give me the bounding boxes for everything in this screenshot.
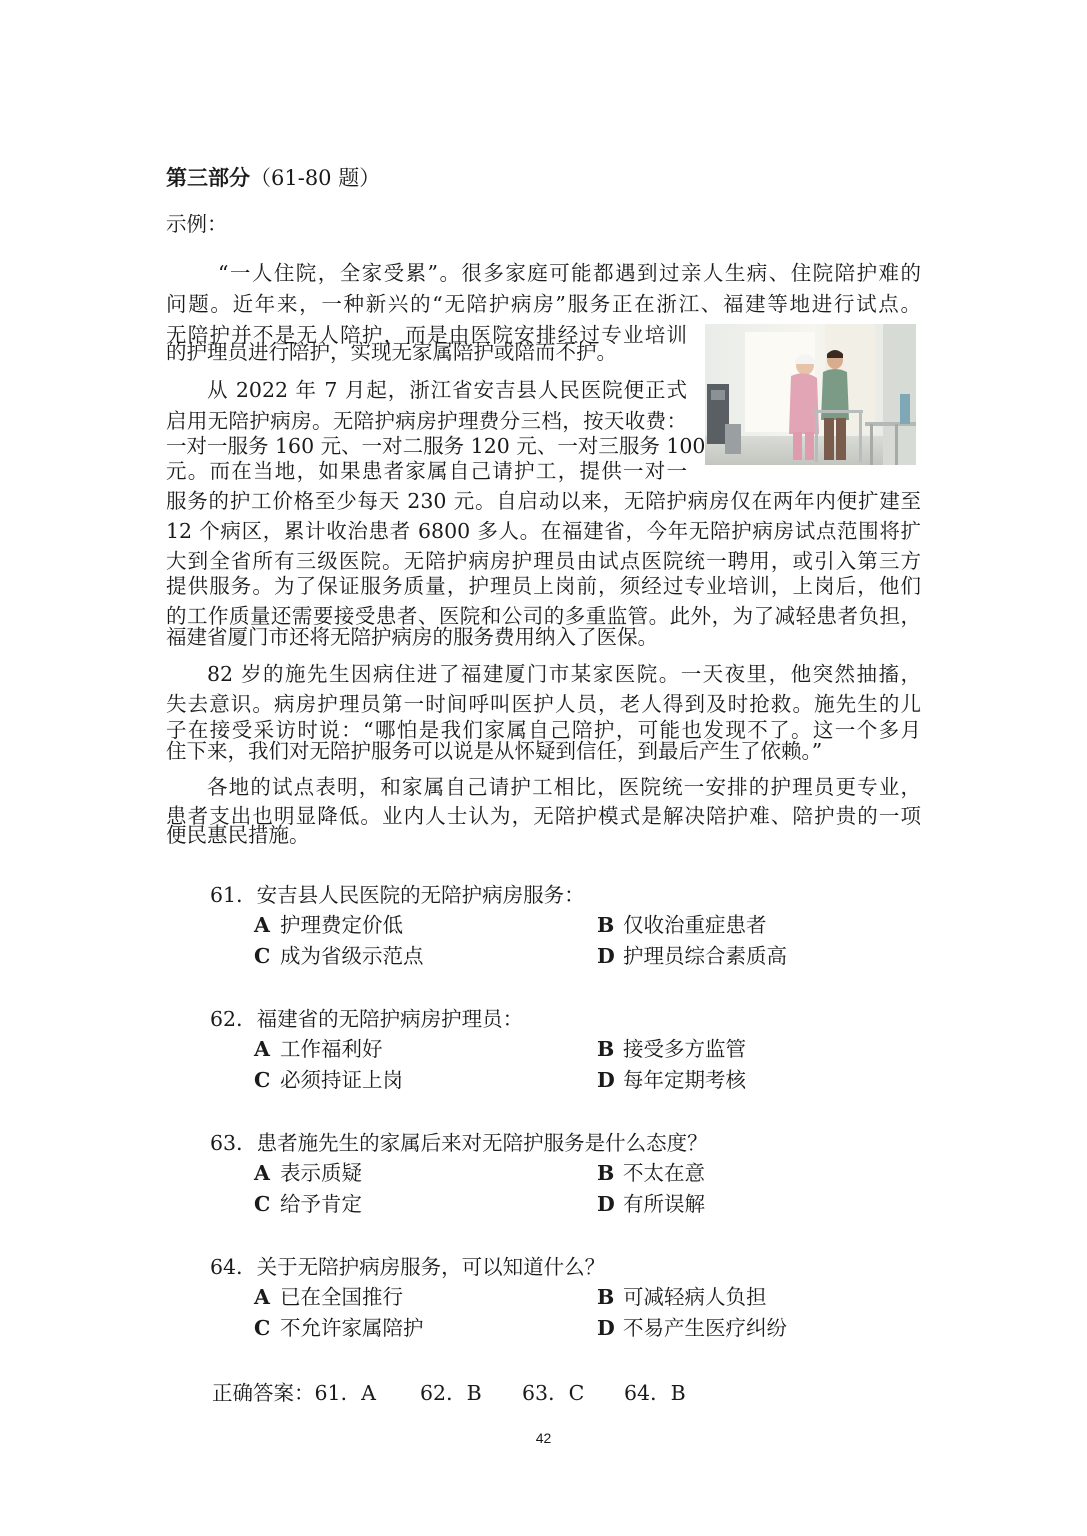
option-text: 不易产生医疗纠纷	[623, 1316, 787, 1340]
option-text: 有所误解	[623, 1192, 705, 1216]
section-heading	[166, 167, 380, 189]
option-text: 护理费定价低	[280, 913, 403, 937]
option-key: D	[597, 1316, 615, 1340]
option-text: 工作福利好	[280, 1037, 383, 1061]
answer-item: 64．B	[624, 1381, 686, 1405]
passage-line: 问题。近年来，一种新兴的“无陪护病房”服务正在浙江、福建等地进行试点。	[166, 292, 921, 316]
option-key: B	[597, 1161, 615, 1185]
option-text: 不允许家属陪护	[280, 1316, 424, 1340]
passage-line: “一人住院，全家受累”。很多家庭可能都遇到过亲人生病、住院陪护难的	[218, 261, 921, 285]
option-key: A	[254, 1285, 270, 1309]
option-b	[597, 915, 767, 936]
passage-line: 82 岁的施先生因病住进了福建厦门市某家医院。一天夜里，他突然抽搐，	[207, 662, 921, 686]
passage-line: 大到全省所有三级医院。无陪护病房护理员由试点医院统一聘用，或引入第三方	[166, 549, 921, 573]
section-title: 第三部分	[166, 165, 250, 190]
answer-item: 61．A	[314, 1381, 376, 1405]
option-text: 不太在意	[623, 1161, 705, 1185]
option-a	[254, 1039, 383, 1060]
passage-line: 患者支出也明显降低。业内人士认为，无陪护模式是解决陪护难、陪护贵的一项	[166, 804, 921, 828]
option-key: C	[254, 1192, 271, 1216]
question-stem: 61．安吉县人民医院的无陪护病房服务：	[210, 883, 585, 907]
section-range: （61-80 题）	[250, 166, 381, 190]
option-text: 护理员综合素质高	[623, 944, 787, 968]
question-stem: 62．福建省的无陪护病房护理员：	[210, 1007, 524, 1031]
answer-item: 62．B	[420, 1381, 482, 1405]
passage-line: 元。而在当地，如果患者家属自己请护工，提供一对一	[166, 459, 687, 483]
option-c	[254, 1070, 403, 1091]
option-d	[597, 946, 787, 967]
option-d	[597, 1318, 787, 1339]
option-text: 必须持证上岗	[280, 1068, 403, 1092]
option-key: A	[254, 1037, 270, 1061]
option-d	[597, 1194, 705, 1215]
answer-label: 正确答案：	[212, 1381, 315, 1405]
option-key: A	[254, 1161, 270, 1185]
passage-line: 的工作质量还需要接受患者、医院和公司的多重监管。此外，为了减轻患者负担，	[166, 604, 921, 628]
question-stem: 63．患者施先生的家属后来对无陪护服务是什么态度？	[210, 1131, 708, 1155]
option-text: 每年定期考核	[623, 1068, 746, 1092]
option-c	[254, 1194, 362, 1215]
passage-line: 失去意识。病房护理员第一时间呼叫医护人员，老人得到及时抢救。施先生的儿	[166, 692, 921, 716]
passage-line: 12 个病区，累计收治患者 6800 多人。在福建省，今年无陪护病房试点范围将扩	[166, 519, 921, 543]
passage-line: 从 2022 年 7 月起，浙江省安吉县人民医院便正式	[207, 378, 687, 402]
option-b	[597, 1039, 746, 1060]
option-text: 已在全国推行	[280, 1285, 403, 1309]
page-number: 42	[535, 1430, 552, 1446]
option-key: D	[597, 1068, 615, 1092]
question-stem: 64．关于无陪护病房服务，可以知道什么？	[210, 1255, 606, 1279]
passage-line: 一对一服务 160 元、一对二服务 120 元、一对三服务 100	[166, 434, 706, 458]
option-text: 给予肯定	[280, 1192, 362, 1216]
option-d	[597, 1070, 746, 1091]
option-c	[254, 1318, 424, 1339]
passage-line: 便民惠民措施。	[166, 823, 310, 847]
ward-photo	[705, 324, 916, 465]
option-key: C	[254, 944, 271, 968]
option-key: A	[254, 913, 270, 937]
option-c	[254, 946, 424, 967]
option-text: 接受多方监管	[623, 1037, 746, 1061]
option-text: 表示质疑	[280, 1161, 362, 1185]
answer-key	[212, 1376, 376, 1406]
passage-line: 无陪护并不是无人陪护，而是由医院安排经过专业培训	[166, 323, 687, 347]
option-a	[254, 1287, 403, 1308]
passage-line: 启用无陪护病房。无陪护病房护理费分三档，按天收费：	[166, 409, 687, 433]
passage-line: 各地的试点表明，和家属自己请护工相比，医院统一安排的护理员更专业，	[207, 775, 921, 799]
passage-line: 子在接受采访时说：“哪怕是我们家属自己陪护，可能也发现不了。这一个多月	[166, 718, 921, 742]
option-a	[254, 915, 403, 936]
passage-line: 服务的护工价格至少每天 230 元。自启动以来，无陪护病房仅在两年内便扩建至	[166, 489, 921, 513]
option-text: 仅收治重症患者	[623, 913, 767, 937]
answer-item: 63．C	[522, 1381, 585, 1405]
option-key: B	[597, 1037, 615, 1061]
passage-line: 的护理员进行陪护，实现无家属陪护或陪而不护。	[166, 340, 617, 364]
option-key: B	[597, 913, 615, 937]
option-key: D	[597, 944, 615, 968]
option-key: B	[597, 1285, 615, 1309]
passage-line: 住下来，我们对无陪护服务可以说是从怀疑到信任，到最后产生了依赖。”	[166, 739, 823, 763]
option-text: 成为省级示范点	[280, 944, 424, 968]
option-key: C	[254, 1316, 271, 1340]
option-key: C	[254, 1068, 271, 1092]
passage-line: 福建省厦门市还将无陪护病房的服务费用纳入了医保。	[166, 625, 658, 649]
option-key: D	[597, 1192, 615, 1216]
option-b	[597, 1287, 767, 1308]
option-b	[597, 1163, 705, 1184]
option-a	[254, 1163, 362, 1184]
option-text: 可减轻病人负担	[623, 1285, 767, 1309]
passage-line: 提供服务。为了保证服务质量，护理员上岗前，须经过专业培训，上岗后，他们	[166, 574, 921, 598]
example-label: 示例：	[166, 212, 228, 236]
